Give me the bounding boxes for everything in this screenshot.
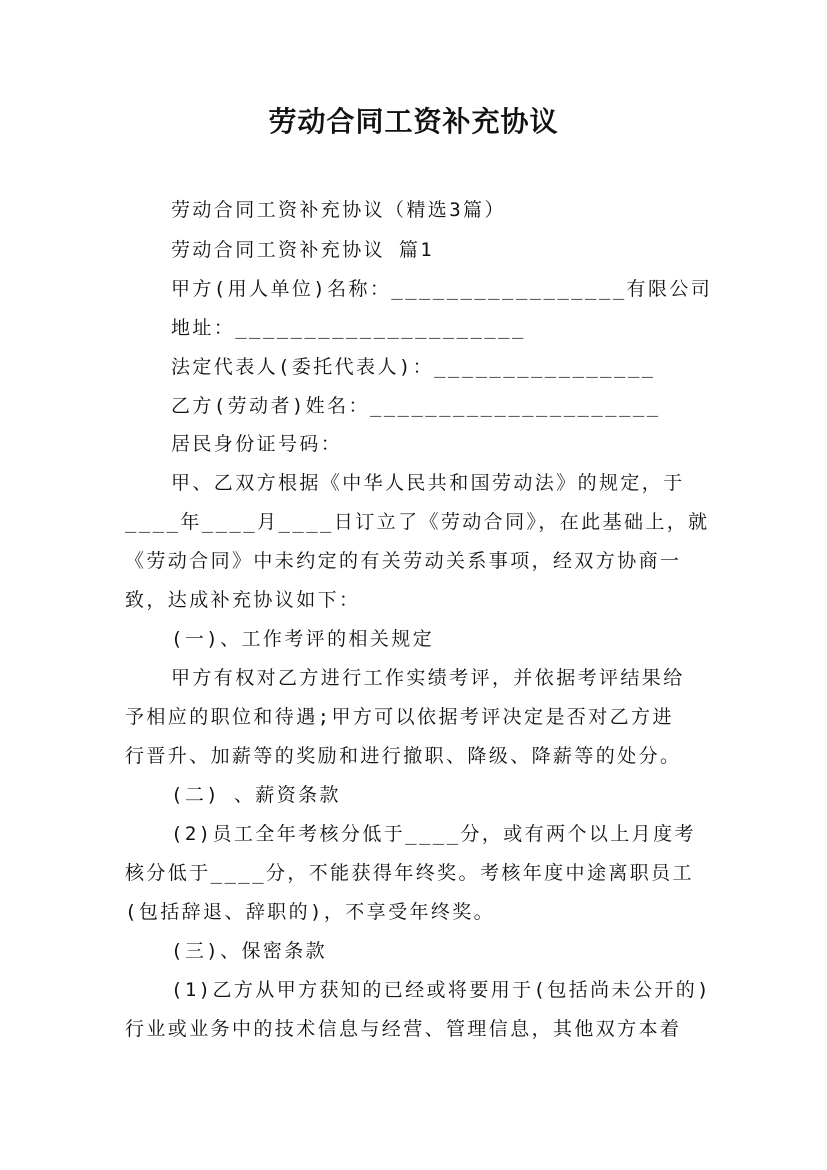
party-a-name-field: 甲方(用人单位)名称：_________________有限公司 — [171, 278, 713, 300]
address-field: 地址：_____________________ — [171, 317, 526, 339]
paragraph-line: 核分低于____分，不能获得年终奖。考核年度中途离职员工 — [125, 862, 694, 884]
paragraph-line: (2)员工全年考核分低于____分，或有两个以上月度考 — [171, 823, 696, 845]
clause-heading: (二) 、薪资条款 — [171, 784, 341, 806]
subtitle-line: 劳动合同工资补充协议（精选3篇） — [171, 199, 506, 221]
paragraph-line: 予相应的职位和待遇;甲方可以依据考评决定是否对乙方进 — [125, 706, 674, 728]
legal-representative-field: 法定代表人(委托代表人)：________________ — [171, 356, 656, 378]
paragraph-line: ____年____月____日订立了《劳动合同》，在此基础上，就 — [125, 511, 710, 533]
paragraph-line: 行业或业务中的技术信息与经营、管理信息，其他双方本着 — [125, 1018, 682, 1040]
party-b-name-field: 乙方(劳动者)姓名：_____________________ — [171, 395, 661, 417]
document-title: 劳动合同工资补充协议 — [268, 105, 559, 138]
paragraph-line: 致，达成补充协议如下： — [125, 589, 361, 611]
paragraph-line: (1)乙方从甲方获知的已经或将要用于(包括尚未公开的) — [171, 979, 711, 1001]
paragraph-line: 甲、乙双方根据《中华人民共和国劳动法》的规定，于 — [171, 472, 685, 494]
id-number-field: 居民身份证号码： — [171, 433, 343, 455]
clause-heading: (一)、工作考评的相关规定 — [171, 628, 435, 650]
paragraph-line: 《劳动合同》中未约定的有关劳动关系事项，经双方协商一 — [125, 550, 682, 572]
section-heading: 劳动合同工资补充协议 篇1 — [171, 239, 435, 261]
clause-heading: (三)、保密条款 — [171, 940, 328, 962]
paragraph-line: 行晋升、加薪等的奖励和进行撤职、降级、降薪等的处分。 — [125, 745, 682, 767]
paragraph-line: (包括辞退、辞职的)，不享受年终奖。 — [125, 901, 496, 923]
paragraph-line: 甲方有权对乙方进行工作实绩考评，并依据考评结果给 — [171, 667, 685, 689]
